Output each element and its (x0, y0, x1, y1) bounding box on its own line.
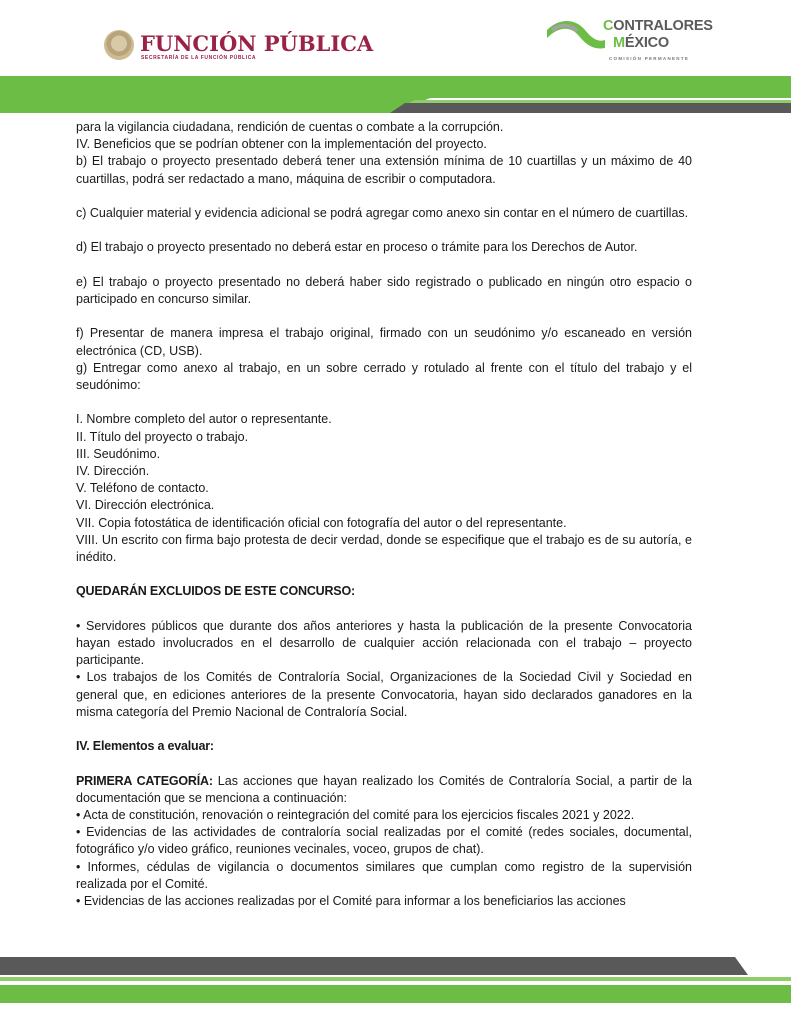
list-item: III. Seudónimo. (76, 446, 161, 461)
paragraph: f) Presentar de manera impresa el trabajo original, firmado con un seudónimo y/o escaneado en versión electrónica (CD, USB). (76, 326, 692, 358)
list-item: IV. Dirección. (76, 463, 150, 478)
paragraph: • Los trabajos de los Comités de Contraloría Social, Organizaciones de la Sociedad Civil y Sociedad en general que, en ediciones anteriores de la presente Convocatoria, hayan sido declarados ganadores en la misma categoría del Premio Nacional de Contraloría Social. (76, 670, 692, 719)
paragraph: c) Cualquier material y evidencia adicional se podrá agregar como anexo sin contar en el número de cuartillas. (76, 206, 689, 220)
contralores-swoosh-icon (545, 16, 605, 56)
list-item: V. Teléfono de contacto. (76, 481, 209, 496)
category-label: PRIMERA CATEGORÍA: (76, 773, 213, 788)
page-header (0, 0, 791, 115)
funcion-publica-title: FUNCIÓN PÚBLICA (140, 31, 374, 56)
list-item: VII. Copia fotostática de identificación oficial con fotografía del autor o del representante. (76, 515, 567, 530)
section-heading: IV. Elementos a evaluar: (76, 739, 214, 754)
paragraph: b) El trabajo o proyecto presentado deberá tener una extensión mínima de 10 cuartillas y un máximo de 40 cuartillas, podrá ser redactado a mano, máquina de escribir o computadora. (76, 154, 692, 186)
header-band (0, 76, 791, 113)
footer-band (0, 957, 791, 1007)
comision-permanente-label: COMISIÓN PERMANENTE (609, 56, 690, 61)
paragraph: d) El trabajo o proyecto presentado no deberá estar en proceso o trámite para los Derechos de Autor. (76, 240, 638, 255)
paragraph: g) Entregar como anexo al trabajo, en un sobre cerrado y rotulado al frente con el título del trabajo y el seudónimo: (76, 360, 692, 392)
mexico-wordmark: MÉXICO (613, 35, 670, 51)
list-item: I. Nombre completo del autor o representante. (76, 412, 332, 427)
paragraph: IV. Beneficios que se podrían obtener con la implementación del proyecto. (76, 137, 487, 152)
funcion-publica-subtitle: SECRETARÍA DE LA FUNCIÓN PÚBLICA (141, 55, 257, 61)
paragraph: • Servidores públicos que durante dos años anteriores y hasta la publicación de la presente Convocatoria hayan estado involucrados en el desarrollo de cualquier acción relacionada con el trabajo – proyecto participante. (76, 618, 692, 668)
list-item: VIII. Un escrito con firma bajo protesta de decir verdad, donde se especifique que el trabajo es de su autoría, e inédito. (76, 532, 692, 564)
contralores-wordmark: CONTRALORES (603, 18, 713, 34)
contralores-mexico-logo (545, 16, 713, 66)
list-item: II. Título del proyecto o trabajo. (76, 429, 249, 444)
list-item: VI. Dirección electrónica. (76, 498, 215, 513)
bullet-item: • Informes, cédulas de vigilancia o documentos similares que cumplan como registro de la supervisión realizada por el Comité. (76, 859, 692, 891)
bullet-item: • Evidencias de las acciones realizadas por el Comité para informar a los beneficiarios las acciones (76, 894, 626, 908)
paragraph: PRIMERA CATEGORÍA: Las acciones que hayan realizado los Comités de Contraloría Social, a partir de la documentación que se menciona a continuación: (76, 773, 692, 805)
paragraph: para la vigilancia ciudadana, rendición de cuentas o combate a la corrupción. (76, 120, 504, 134)
section-heading: QUEDARÁN EXCLUIDOS DE ESTE CONCURSO: (76, 584, 355, 599)
bullet-item: • Evidencias de las actividades de contraloría social realizadas por el comité (redes sociales, documental, fotográfico y/o video gráfico, reuniones vecinales, voceo, grupos de chat). (76, 825, 692, 857)
paragraph: e) El trabajo o proyecto presentado no deberá haber sido registrado o publicado en ningún otro espacio o participado en concurso similar. (76, 274, 692, 306)
document-body (76, 119, 692, 910)
national-seal-icon (104, 30, 134, 60)
bullet-item: • Acta de constitución, renovación o reintegración del comité para los ejercicios fiscales 2021 y 2022. (76, 807, 635, 822)
